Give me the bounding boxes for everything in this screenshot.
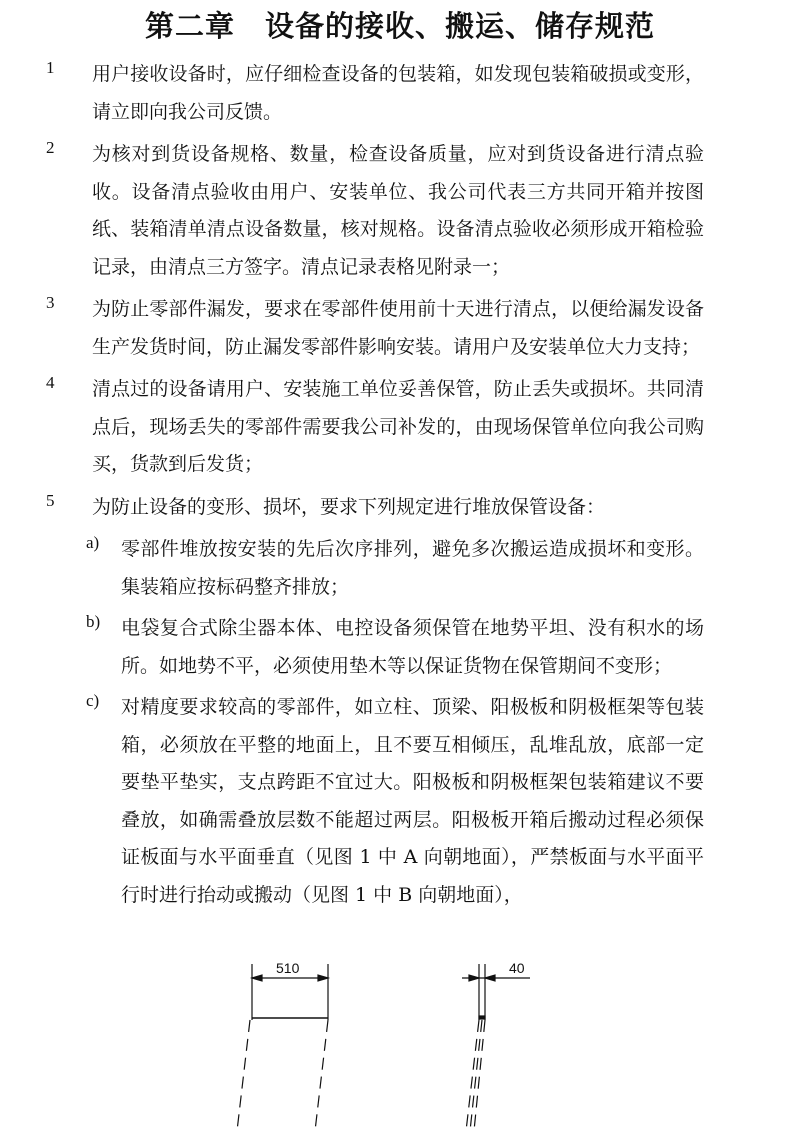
dimension-arrow-left — [252, 975, 262, 981]
dimension-label-width: 510 — [276, 960, 300, 976]
chapter-title: 第二章 设备的接收、搬运、储存规范 — [144, 9, 655, 43]
sub-item-label: b) — [86, 612, 101, 631]
plate-hidden-edge-right — [315, 1020, 328, 1131]
item-text: 为防止设备的变形、损坏，要求下列规定进行堆放保管设备： — [92, 495, 606, 518]
list-item — [0, 371, 800, 484]
item-number: 1 — [46, 58, 55, 77]
plate-hidden-edge-left — [466, 1020, 479, 1131]
plate-hidden-edge-mid — [470, 1020, 482, 1131]
anode-plate-figure — [0, 950, 800, 1131]
dimension-arrow-right — [485, 975, 495, 981]
item-text: 为核对到货设备规格、数量，检查设备质量，应对到货设备进行清点验收。设备清点验收由用户、安装单位、我公司代表三方共同开箱并按图纸、装箱清单清点设备数量，核对规格。设备清点验收必须形成开箱检验记录，由清点三方签字。清点记录表格见附录一； — [92, 143, 704, 278]
dimension-label-thickness: 40 — [509, 960, 525, 976]
item-number: 3 — [46, 293, 55, 312]
item-text: 清点过的设备请用户、安装施工单位妥善保管，防止丢失或损坏。共同清点后，现场丢失的零部件需要我公司补发的，由现场保管单位向我公司购买，货款到后发货； — [92, 378, 704, 475]
plate-profile — [479, 1016, 485, 1019]
sub-item-label: c) — [86, 691, 100, 710]
dimension-arrow-right — [318, 975, 328, 981]
item-text: 用户接收设备时，应仔细检查设备的包装箱，如发现包装箱破损或变形，请立即向我公司反馈。 — [92, 63, 704, 123]
sub-item-text: 电袋复合式除尘器本体、电控设备须保管在地势平坦、没有积水的场所。如地势不平，必须使用垫木等以保证货物在保管期间不变形； — [121, 617, 704, 677]
side-view-drawing — [462, 964, 530, 1131]
item-number: 5 — [46, 490, 55, 510]
list-item — [0, 291, 800, 366]
sub-item — [0, 610, 800, 685]
item-text: 为防止零部件漏发，要求在零部件使用前十天进行清点，以便给漏发设备生产发货时间，防止漏发零部件影响安装。请用户及安装单位大力支持； — [92, 298, 704, 358]
sub-item — [0, 531, 800, 606]
plate-hidden-edge-left — [237, 1020, 250, 1131]
document-body — [0, 56, 800, 918]
list-item — [0, 56, 800, 131]
sub-item-label: a) — [86, 533, 100, 552]
plate-hidden-edge-right — [474, 1020, 485, 1131]
item-number: 2 — [46, 138, 55, 157]
sub-item-text: 零部件堆放按安装的先后次序排列，避免多次搬运造成损坏和变形。集装箱应按标码整齐排放； — [121, 538, 704, 598]
sub-item — [0, 689, 800, 914]
item-number: 4 — [46, 373, 55, 392]
front-view-drawing — [237, 964, 328, 1131]
list-item — [0, 489, 800, 527]
dimension-arrow-left — [469, 975, 479, 981]
sub-item-text: 对精度要求较高的零部件，如立柱、顶梁、阳极板和阴极框架等包装箱，必须放在平整的地面上，且不要互相倾压，乱堆乱放，底部一定要垫平垫实，支点跨距不宜过大。阳极板和阴极框架包装箱建议不要叠放，如确需叠放层数不能超过两层。阳极板开箱后搬动过程必须保证板面与水平面垂直（见图 1 中 A 向朝地面），严禁板面与水平面平行时进行抬动或搬动（见图 1 中 B 向朝地面）， — [121, 696, 704, 906]
list-item — [0, 136, 800, 286]
